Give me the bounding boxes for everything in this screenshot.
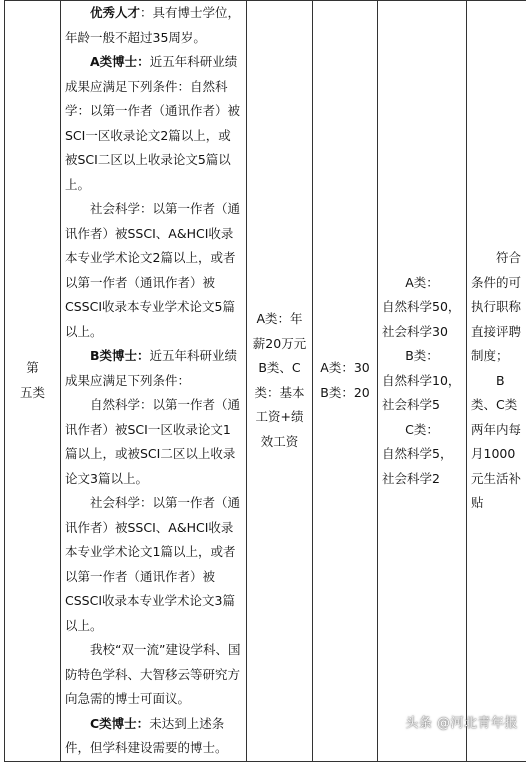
b-class-text: 近五年科研业绩成果应满足下列条件： — [65, 348, 237, 388]
watermark-text: 头条 @河北青年报 — [405, 712, 518, 731]
excellent-talent-paragraph — [65, 1, 242, 50]
a-class-social-paragraph: 社会科学：以第一作者（通讯作者）被SSCI、A&HCI收录本专业学术论文2篇以上，或者以第一作者（通讯作者）被CSSCI收录本专业学术论文5篇以上。 — [65, 197, 242, 344]
category-cell — [5, 1, 61, 762]
b-class-social-paragraph: 社会科学：以第一作者（通讯作者）被SSCI、A&HCI收录本专业学术论文1篇以上，或者以第一作者（通讯作者）被CSSCI收录本专业学术论文3篇以上。 — [65, 491, 242, 638]
funding-a-head: A类： — [382, 271, 462, 296]
a-class-text: 近五年科研业绩成果应满足下列条件：自然科学：以第一作者（通讯作者）被SCI一区收录论文2篇以上，或被SCI二区以上收录论文5篇以上。 — [65, 54, 240, 192]
funding-a-text: 自然科学50，社会科学30 — [382, 295, 462, 344]
recruitment-table — [4, 0, 526, 762]
funding-b-head: B类： — [382, 344, 462, 369]
excellent-text: ：具有博士学位，年龄一般不超过35周岁。 — [65, 5, 240, 45]
funding-c-head: C类： — [382, 418, 462, 443]
housing-b: B类：20 — [317, 381, 373, 406]
salary-bc: B类、C类：基本工资+绩效工资 — [251, 356, 308, 454]
other-benefits-cell — [467, 1, 526, 762]
a-class-label: A类博士： — [90, 54, 150, 69]
c-class-label: C类博士： — [90, 716, 149, 731]
funding-b-text: 自然科学10，社会科学5 — [382, 369, 462, 418]
housing-cell — [313, 1, 378, 762]
b-class-natural-paragraph: 自然科学：以第一作者（通讯作者）被SCI一区收录论文1篇以上，或被SCI二区以上收录论文3篇以上。 — [65, 393, 242, 491]
category-label-2: 五类 — [9, 381, 56, 406]
category-label-1: 第 — [9, 356, 56, 381]
b-class-label: B类博士： — [90, 348, 150, 363]
c-class-paragraph — [65, 712, 242, 761]
a-class-paragraph — [65, 50, 242, 197]
funding-cell — [378, 1, 467, 762]
table-row — [5, 1, 526, 762]
c-class-text: 未达到上述条件，但学科建设需要的博士。 — [65, 716, 228, 756]
other-line-2: B类、C类两年内每月1000元生活补贴 — [471, 369, 526, 516]
requirements-cell — [61, 1, 247, 762]
excellent-label: 优秀人才 — [90, 5, 140, 20]
b-class-paragraph — [65, 344, 242, 393]
salary-a: A类：年薪20万元 — [251, 307, 308, 356]
salary-cell — [247, 1, 313, 762]
discipline-note-paragraph: 我校“双一流”建设学科、国防特色学科、大智移云等研究方向急需的博士可面议。 — [65, 638, 242, 712]
other-line-1: 符合条件的可执行职称直接评聘制度； — [471, 246, 526, 369]
housing-a: A类：30 — [317, 356, 373, 381]
funding-c-text: 自然科学5，社会科学2 — [382, 442, 462, 491]
